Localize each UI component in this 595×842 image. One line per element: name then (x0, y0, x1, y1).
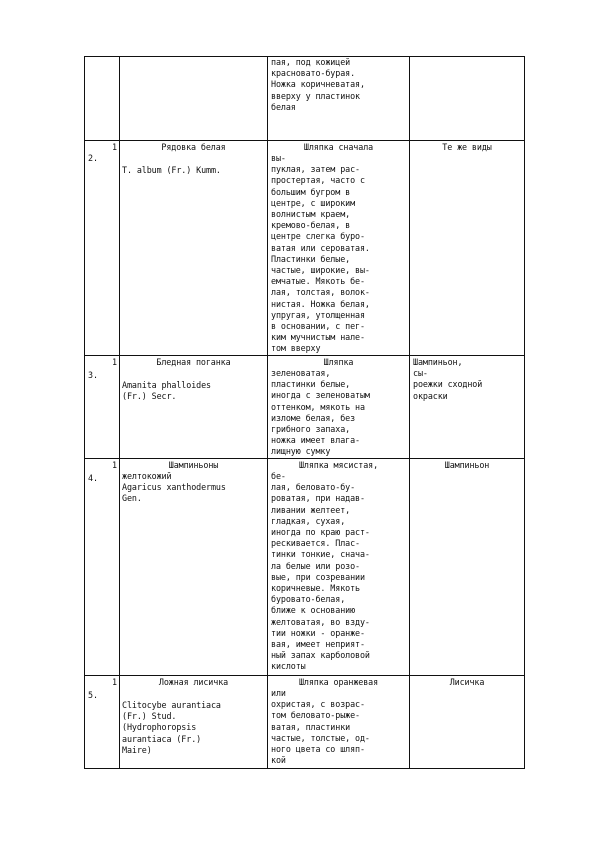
similar-cell (409, 355, 525, 459)
similar-cell (409, 458, 525, 676)
description-title: Шляпка мясистая, (298, 460, 379, 470)
row-number-top: 1 (111, 460, 117, 470)
row-number: 2. (88, 153, 99, 163)
description-cell (267, 140, 410, 356)
number-cell (84, 675, 120, 769)
table-row (84, 56, 525, 141)
row-number: 3. (88, 370, 99, 380)
number-cell (84, 458, 120, 676)
number-cell (84, 355, 120, 459)
similar-cell (409, 675, 525, 769)
latin-name: Clitocybe aurantiaca (Fr.) Stud. (Hydrophoropsis aurantiaca (Fr.) Maire) (122, 700, 221, 755)
row-number-top: 1 (111, 142, 117, 152)
similar-cell (409, 56, 525, 141)
table-row (84, 675, 525, 769)
row-number-top: 1 (111, 677, 117, 687)
description-title: Шляпка сначала (303, 142, 374, 152)
description-text: зеленоватая, пластинки белые, иногда с зеленоватым оттенком, мякоть на изломе белая, без грибного запаха, ножка имеет влага- лищную сумку (271, 368, 370, 457)
name-cell (119, 140, 268, 356)
table-row (84, 458, 525, 676)
similar-species: Шампиньон, сы- роежки сходной окраски (413, 357, 483, 401)
table-row (84, 140, 525, 356)
species-name: Рядовка белая (161, 142, 226, 152)
name-cell (119, 355, 268, 459)
name-cell (119, 56, 268, 141)
row-number: 5. (88, 690, 99, 700)
latin-name: T. album (Fr.) Kumm. (122, 165, 221, 175)
description-cell (267, 355, 410, 459)
number-cell (84, 56, 120, 141)
similar-species: Те же виды (442, 142, 492, 152)
description-cell (267, 458, 410, 676)
description-title: Шляпка оранжевая (298, 677, 379, 687)
name-cell (119, 458, 268, 676)
number-cell (84, 140, 120, 356)
description-cell (267, 675, 410, 769)
description-cell (267, 56, 410, 141)
latin-name: желтокожий Agaricus xanthodermus Gen. (122, 471, 226, 504)
table-row (84, 355, 525, 459)
row-number: 4. (88, 473, 99, 483)
similar-species: Шампиньон (444, 460, 490, 470)
similar-cell (409, 140, 525, 356)
latin-name: Amanita phalloides (Fr.) Secr. (122, 380, 211, 402)
species-name: Шампиньоны (168, 460, 219, 470)
name-cell (119, 675, 268, 769)
description-text: или охристая, с возрас- том беловато-рыже- ватая, пластинки частые, толстые, од- ного цвета со шляп- кой (271, 688, 370, 766)
similar-species: Лисичка (449, 677, 485, 687)
description-text: бе- лая, беловато-бу- роватая, при надав- ливании желтеет, гладкая, сухая, иногда по краю раст- рескивается. Плас- тинки тонкие, снача- ла белые или розо- вые, при созревании коричневые. Мякоть буровато-белая, ближе к основанию желтоватая, во взду- тии ножки - оранже- вая, имеет неприят- ный запах карболовой кислоты (271, 471, 370, 672)
description-text: пая, под кожицей красновато-бурая. Ножка коричневатая, вверху у пластинок белая (271, 57, 365, 112)
species-name: Бледная поганка (156, 357, 231, 367)
description-title: Шляпка (323, 357, 354, 367)
species-name: Ложная лисичка (158, 677, 229, 687)
description-text: вы- пуклая, затем рас- простертая, часто с большим бугром в центре, с широким волнистым краем, кремово-белая, в центре слегка буро- ватая или сероватая. Пластинки белые, частые, широкие, вы- емчатые. Мякоть бе- лая, толстая, волок- нистая. Ножка белая, упругая, утолщенная в основании, с пег- ким мучнистым нале- том вверху (271, 153, 370, 354)
row-number-top: 1 (111, 357, 117, 367)
